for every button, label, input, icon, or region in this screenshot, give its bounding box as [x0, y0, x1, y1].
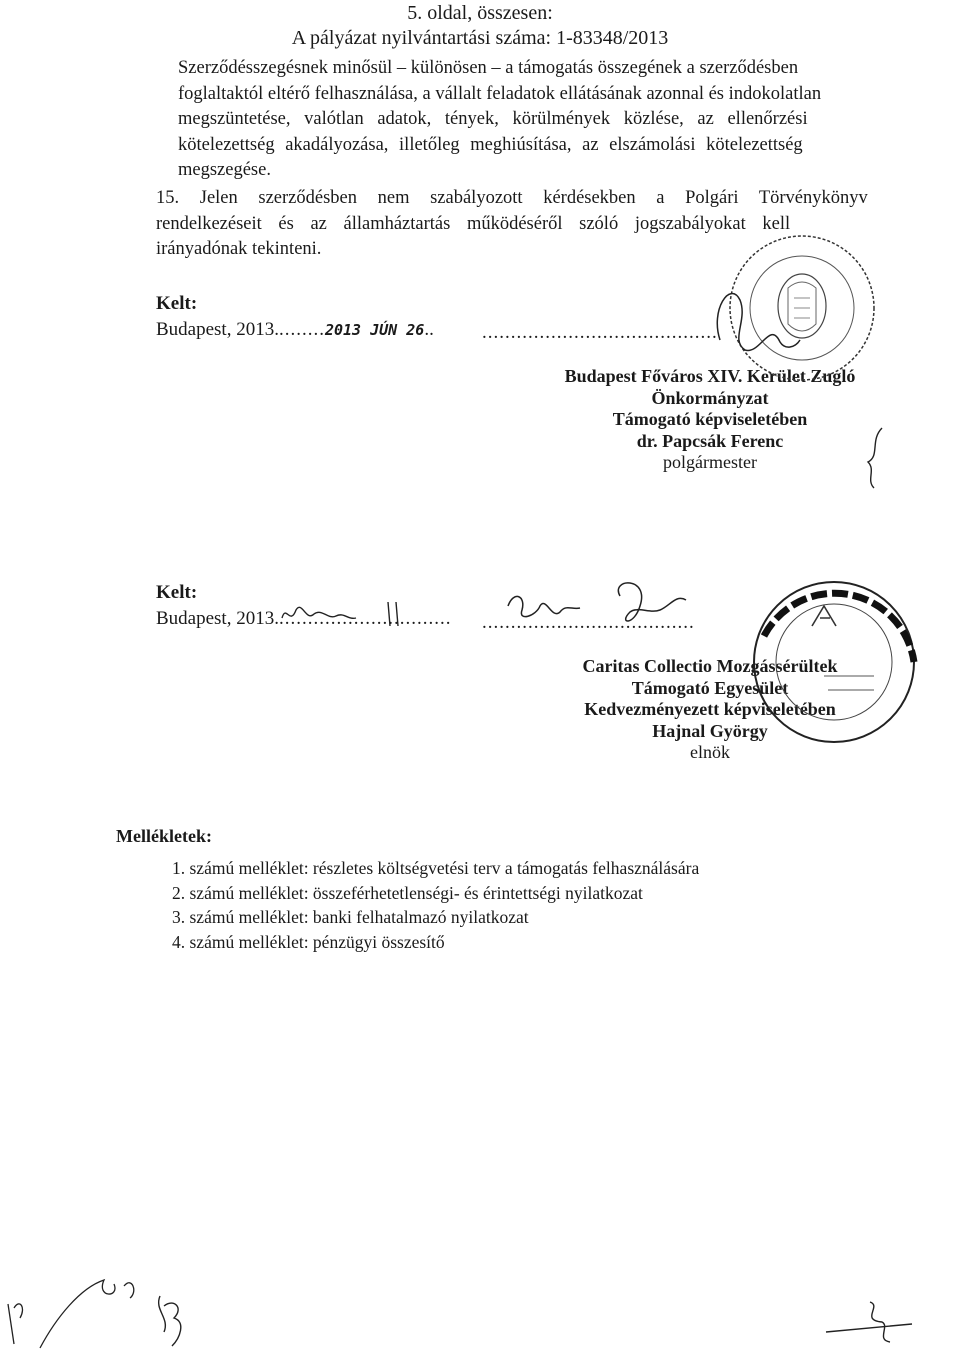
breach-line-5: megszegése.	[178, 160, 271, 181]
attachments-title: Mellékletek:	[116, 826, 212, 846]
handwritten-signature-1	[700, 270, 810, 360]
sig2-title: elnök	[690, 742, 730, 762]
sig2-role: Kedvezményezett képviseletében	[584, 699, 836, 719]
registry-number-header: A pályázat nyilvántartási száma: 1-83348/2013	[291, 27, 669, 49]
breach-line-1: Szerződésszegésnek minősül – különösen – a támogatás összegének a szerződésben	[178, 58, 799, 78]
clause-15-line-3: irányadónak tekinteni.	[156, 239, 322, 260]
clause-15-line-2: rendelkezéseit és az államháztartás működéséről szóló jogszabályokat kell	[156, 213, 791, 234]
initials-right	[820, 1296, 920, 1346]
handwritten-mark-1	[862, 426, 886, 490]
caritas-seal-stamp	[724, 566, 924, 746]
signature-line-1: .........................................	[482, 322, 718, 343]
signature-line-2: .....................................	[482, 612, 695, 633]
handwritten-date-2	[278, 596, 418, 632]
sig1-title: polgármester	[663, 452, 757, 472]
attachment-item-1: 1. számú melléklet: részletes költségvetési terv a támogatás felhasználására	[172, 858, 700, 878]
date-dots-1: ........	[278, 319, 325, 340]
handwritten-signature-2	[500, 576, 760, 646]
breach-line-4: kötelezettség akadályozása, illetőleg meghiúsítása, az elszámolási kötelezettség	[178, 134, 803, 155]
date-text-1: Budapest, 2013.	[156, 319, 279, 340]
clause-15-line-1: 15. Jelen szerződésben nem szabályozott kérdésekben a Polgári Törvénykönyv	[156, 188, 868, 208]
attachment-item-4: 4. számú melléklet: pénzügyi összesítő	[172, 931, 445, 952]
sig2-org-line-2: Támogató Egyesület	[631, 677, 789, 698]
sig1-org-line: Budapest Főváros XIV. Kerület Zugló	[564, 366, 856, 386]
initials-middle	[150, 1286, 196, 1350]
breach-line-2: foglaltaktól eltérő felhasználása, a vállalt feladatok ellátásának azonnal és indokolatlan	[178, 83, 822, 104]
breach-line-3: megszüntetése, valótlan adatok, tények, körülmények közlése, az ellenőrzési	[178, 109, 808, 130]
attachment-item-3: 3. számú melléklet: banki felhatalmazó nyilatkozat	[172, 907, 529, 927]
date-dots-2: ..............................	[278, 608, 452, 629]
sig1-role: Támogató képviseletében	[612, 409, 808, 429]
sig2-org-line: Caritas Collectio Mozgássérültek	[582, 656, 838, 676]
date-dots-1b: ..	[424, 319, 434, 340]
attachments-list	[172, 856, 812, 954]
kelt-label-1: Kelt:	[156, 293, 198, 314]
handwritten-date-1: 2013 JÚN 26	[324, 321, 425, 339]
breach-paragraph	[178, 56, 864, 184]
sig2-name: Hajnal György	[652, 720, 768, 741]
page-number-header: 5. oldal, összesen:	[407, 2, 553, 24]
sig1-org-line-2: Önkormányzat	[651, 387, 769, 408]
sig1-name: dr. Papcsák Ferenc	[636, 430, 784, 451]
date-text-2: Budapest, 2013.	[156, 608, 279, 629]
attachment-item-2: 2. számú melléklet: összeférhetetlenségi- és érintettségi nyilatkozat	[172, 882, 643, 903]
date-line-1	[156, 319, 434, 341]
kelt-label-2: Kelt:	[156, 582, 198, 603]
initials-left	[0, 1268, 150, 1350]
